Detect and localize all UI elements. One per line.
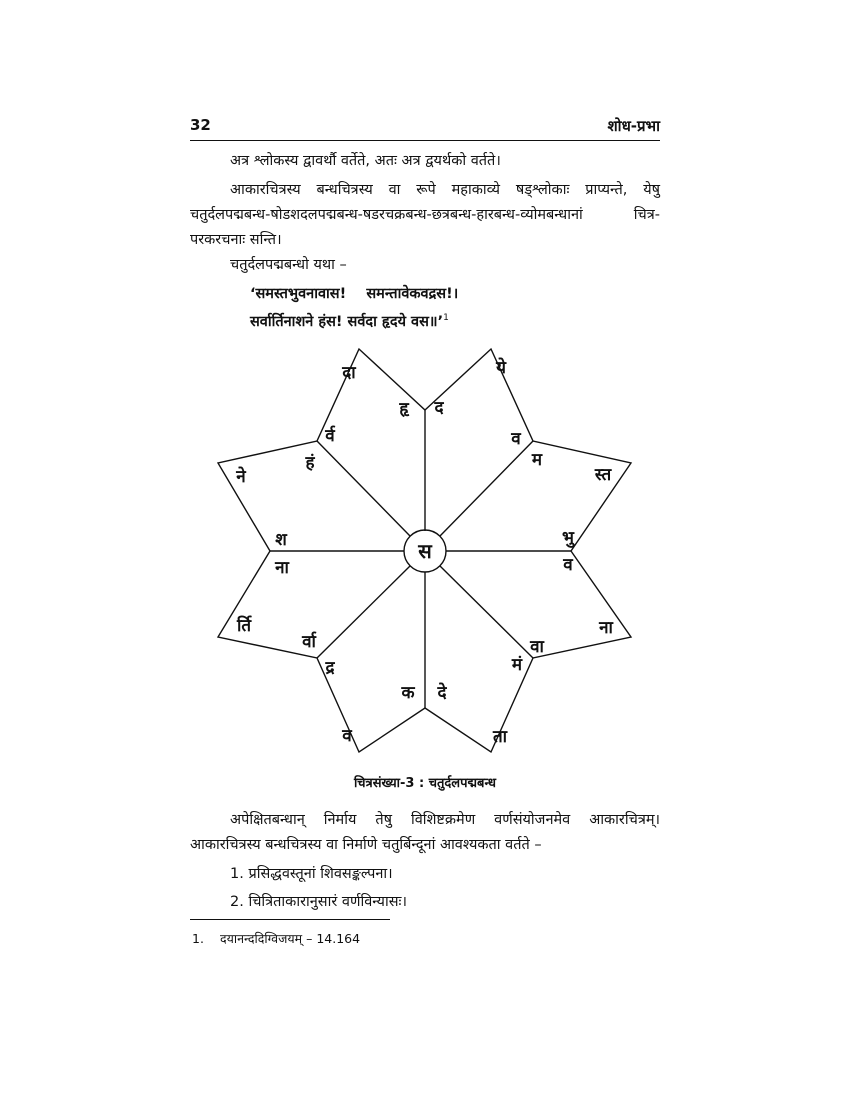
figure-letter: ना: [275, 558, 289, 578]
figure-letter: र्व: [325, 426, 335, 446]
figure-letter: ये: [496, 358, 506, 378]
paragraph-4: अपेक्षितबन्धान् निर्माय तेषु विशिष्टक्रमेण वर्णसंयोजनमेव आकारचित्रम्। आकारचित्रस्य बन्धचित्रस्य वा निर्माणे चतुर्बिन्दूनां आवश्यकता वर्तते –: [190, 812, 660, 853]
verse-line-1: ‘समस्तभुवनावास! समन्तावेकवद्रस!।: [250, 286, 459, 302]
figure-letter: व: [563, 555, 573, 575]
footnote-rule: [190, 919, 390, 920]
figure-letter: ने: [236, 467, 246, 487]
spoke-southeast: [440, 566, 533, 658]
figure-letter: स्त: [594, 465, 612, 485]
list-item: 2. चित्रिताकारानुसारं वर्णविन्यासः।: [230, 894, 407, 910]
footnote: [192, 930, 360, 947]
figure-letter: श: [275, 530, 287, 550]
figure-letter: क: [401, 683, 415, 703]
figure-letter: हृ: [399, 399, 409, 419]
figure-letter: र्वा: [302, 632, 316, 652]
figure-letter: ता: [492, 727, 508, 747]
verse-line-2-text: सर्वार्तिनाशने हंस! सर्वदा हृदये वस॥’: [250, 313, 444, 330]
figure-letter: र्ति: [236, 616, 252, 636]
list-item: 1. प्रसिद्धवस्तूनां शिवसङ्कल्पना।: [230, 866, 393, 882]
paragraph-1: अत्र श्लोकस्य द्वावर्थौ वर्तेते, अतः अत्र द्वयर्थको वर्तते।: [230, 153, 501, 169]
figure-letter: दे: [437, 683, 447, 703]
figure-letter: दा: [342, 363, 356, 383]
page-number: 32: [190, 116, 211, 134]
paragraph-3: चतुर्दलपद्मबन्धो यथा –: [230, 257, 347, 273]
spoke-northeast: [440, 441, 533, 536]
figure-letter: वा: [530, 637, 544, 657]
figure-letter: द्र: [325, 658, 335, 678]
footnote-number: 1.: [192, 931, 204, 946]
spoke-southwest: [317, 566, 410, 658]
center-letter: स: [418, 539, 432, 563]
footnote-marker: 1: [443, 313, 449, 323]
figure-caption: चित्रसंख्या-3 : चतुर्दलपद्मबन्ध: [353, 776, 497, 791]
figure-letter: ना: [599, 618, 613, 638]
figure-letter: व: [511, 429, 521, 449]
running-title: शोध-प्रभा: [607, 117, 660, 135]
figure-letter: मं: [511, 655, 523, 675]
figure-letter: व: [342, 726, 352, 746]
spoke-northwest: [317, 441, 410, 536]
paragraph-2: आकारचित्रस्य बन्धचित्रस्य वा रूपे महाकाव्ये षड्श्लोकाः प्राप्यन्ते, येषु चतुर्दलपद्मबन्ध-षोडशदलपद्मबन्ध-षडरचक्रबन्ध-छत्रबन्ध-हारबन्ध-व्योमबन्धानां चित्र-परकरचनाः सन्ति।: [190, 182, 660, 248]
figure-letter: म: [531, 450, 543, 470]
footnote-text: दयानन्ददिग्विजयम् – 14.164: [219, 931, 361, 946]
figure-letter: हं: [305, 453, 315, 473]
figure-letter: भु: [562, 528, 574, 548]
figure-letter: द: [434, 398, 444, 418]
